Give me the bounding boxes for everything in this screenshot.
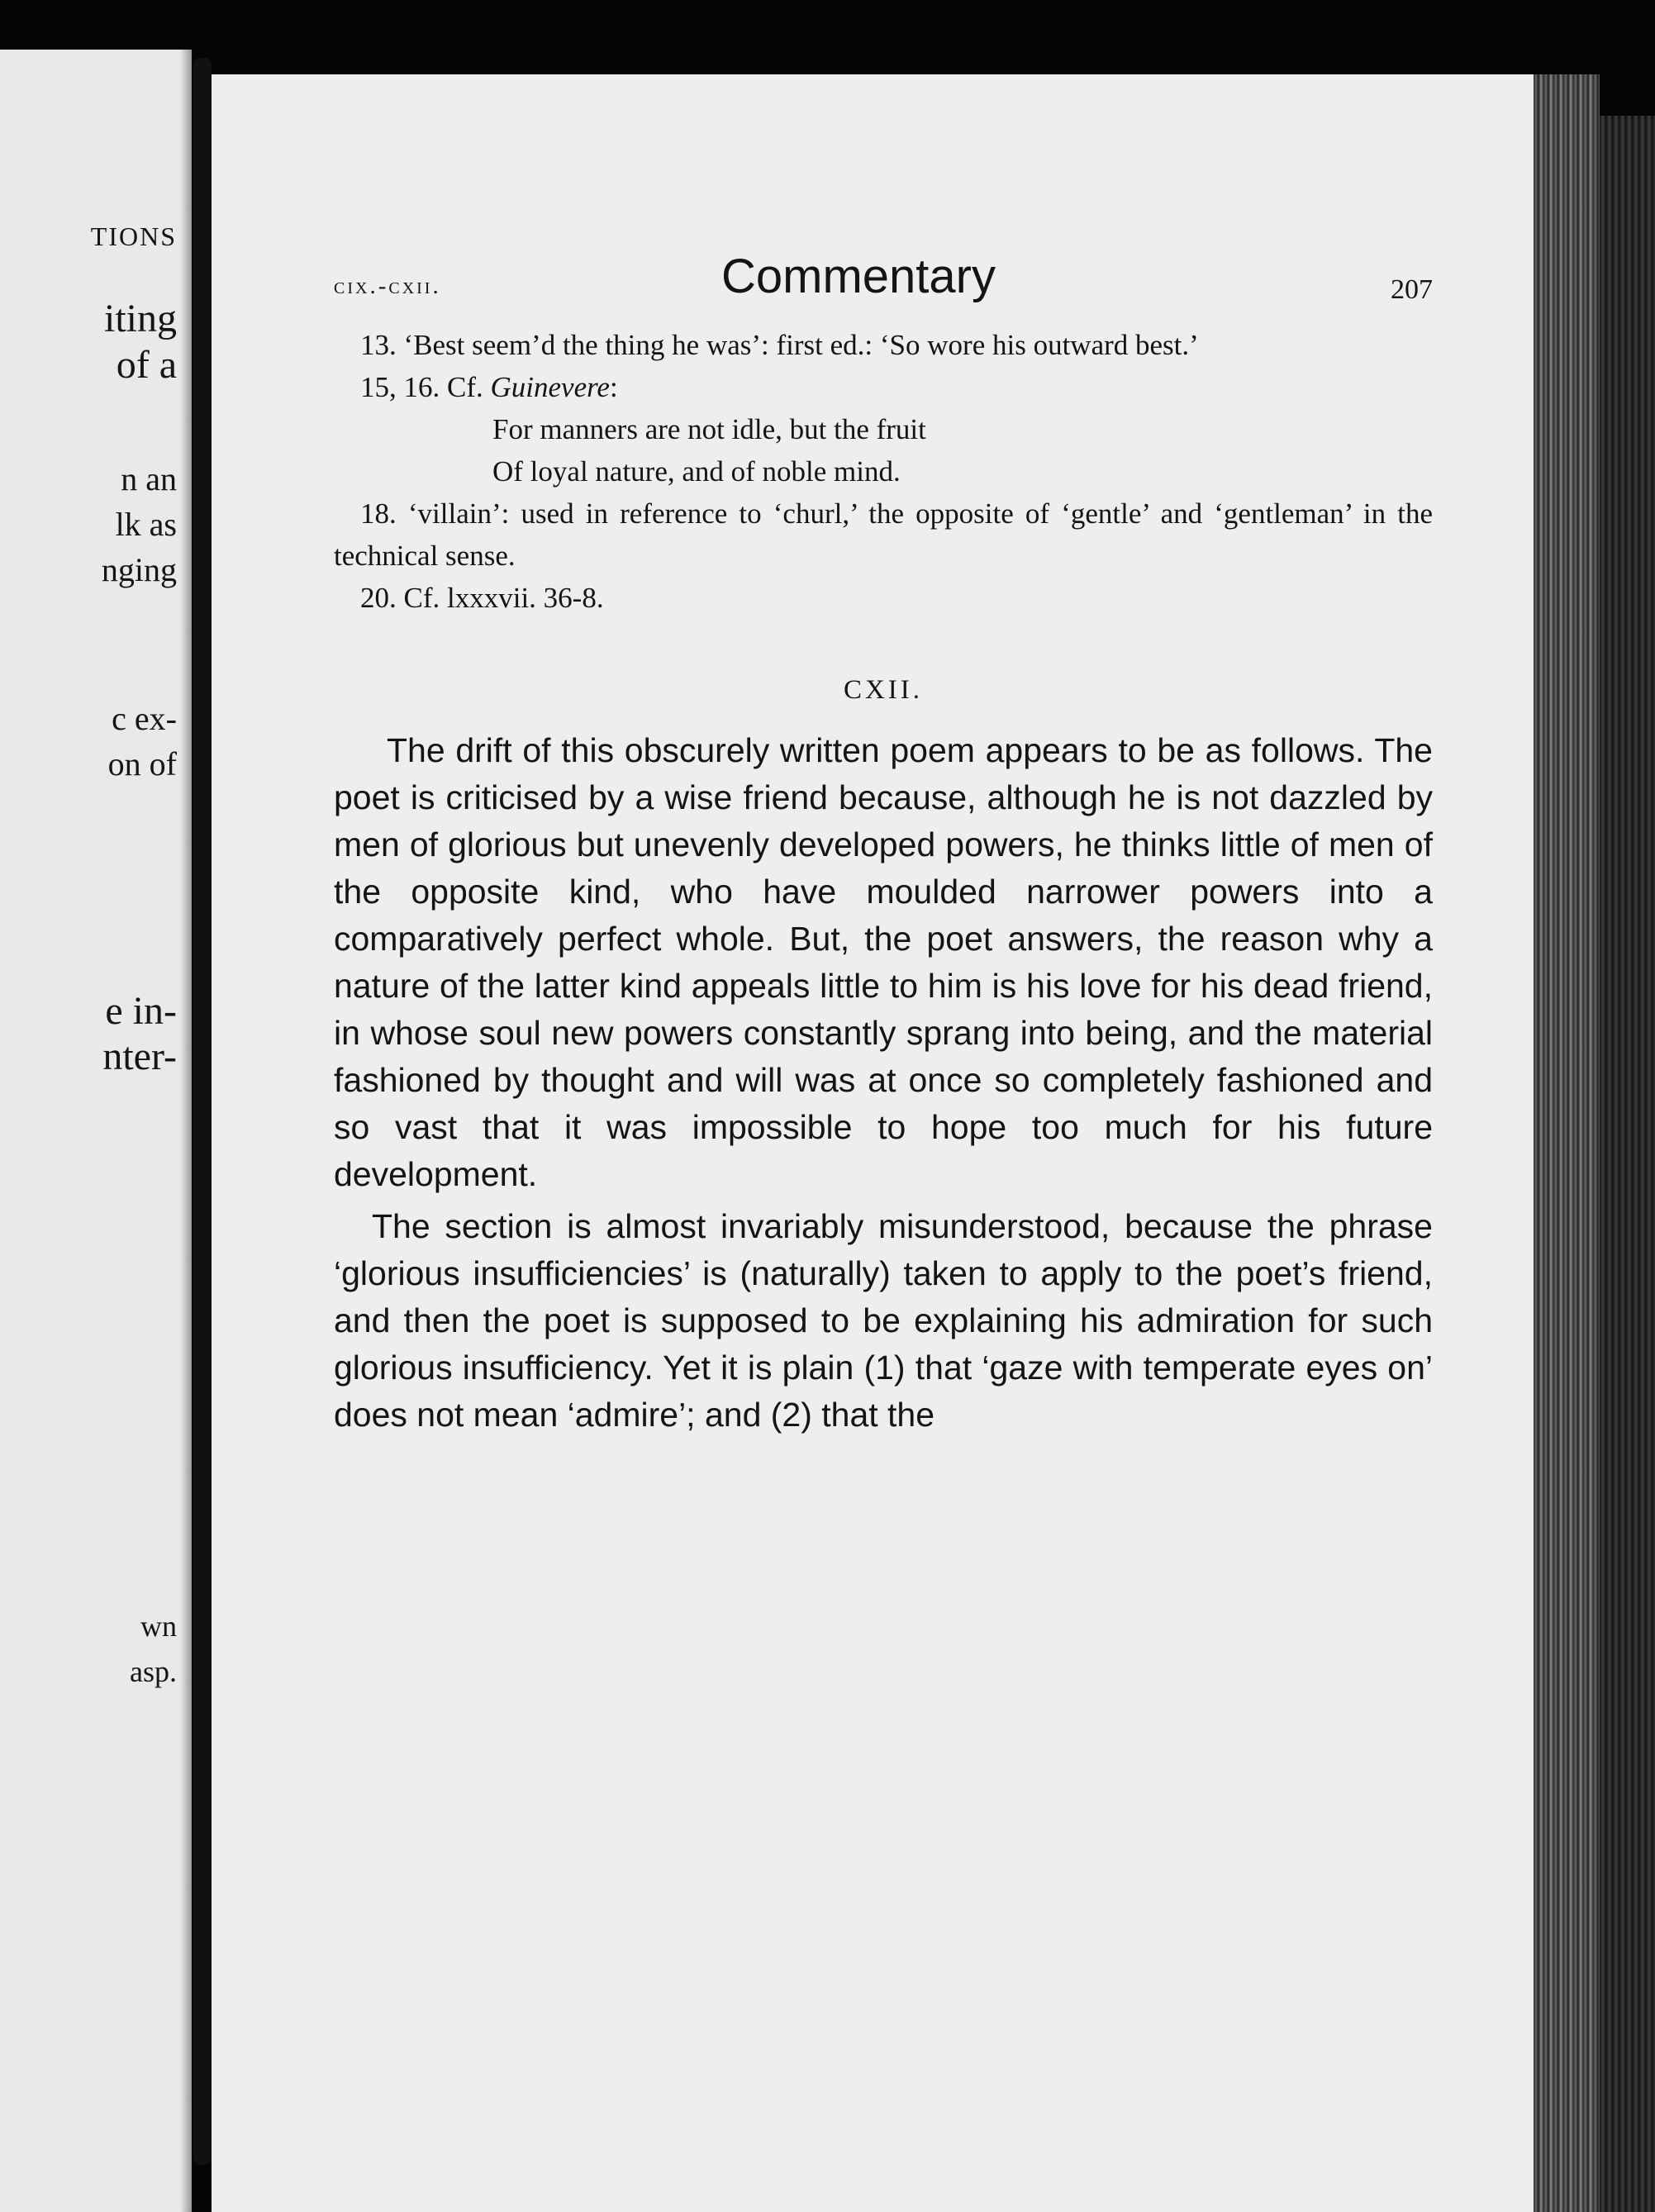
commentary-notes xyxy=(334,324,1433,619)
left-page-fragment: on of xyxy=(107,745,177,783)
section-range: cix.-cxii. xyxy=(334,273,441,299)
section-body xyxy=(334,727,1433,1439)
note-15-prefix: 15, 16. Cf. xyxy=(360,371,491,403)
book-page xyxy=(212,74,1543,2212)
left-page-fragment: lk as xyxy=(115,506,177,543)
left-page-fragment: wn xyxy=(140,1610,177,1643)
note-18: 18. ‘villain’: used in reference to ‘churl,’ the opposite of ‘gentle’ and ‘gentleman’ in the technical sense. xyxy=(334,497,1433,572)
section-heading: CXII. xyxy=(843,675,924,705)
page-title: Commentary xyxy=(721,250,996,303)
page-number: 207 xyxy=(1391,274,1433,305)
page-fore-edge xyxy=(1534,74,1600,2212)
gutter-shadow xyxy=(180,50,192,2212)
note-20: 20. Cf. lxxxvii. 36-8. xyxy=(360,582,604,614)
note-15-16 xyxy=(334,366,1433,408)
left-page-fragment: of a xyxy=(116,343,177,387)
left-page-fragment: nging xyxy=(101,551,177,588)
page-content xyxy=(334,248,1433,1439)
running-head xyxy=(334,248,1433,314)
book-spine xyxy=(193,58,212,2165)
left-page-fragment: asp. xyxy=(130,1655,177,1688)
left-facing-page xyxy=(0,50,192,2212)
quote-line-2: Of loyal nature, and of noble mind. xyxy=(492,455,901,488)
left-page-fragment: nter- xyxy=(102,1035,177,1078)
note-13: 13. ‘Best seem’d the thing he was’: first ed.: ‘So wore his outward best.’ xyxy=(360,329,1199,361)
paragraph-2: The section is almost invariably misunderstood, because the phrase ‘glorious insufficiencies’ is (naturally) taken to apply to the poet’s friend, and then the poet is supposed to be explaining his admiration for such glorious insufficiency. Yet it is plain (1) that ‘gaze with temperate eyes on’ does not mean ‘admire’; and (2) that the xyxy=(334,1207,1433,1434)
left-page-fragment: e in- xyxy=(105,989,177,1033)
page-stack-edge xyxy=(1600,116,1655,2212)
left-page-fragment: TIONS xyxy=(90,221,177,251)
note-15-suffix: : xyxy=(609,371,618,403)
quote-line-1: For manners are not idle, but the fruit xyxy=(492,413,926,445)
paragraph-1: The drift of this obscurely written poem appears to be as follows. The poet is criticised by a wise friend because, although he is not dazzled by men of glorious but unevenly developed powers, he thinks little of men of the opposite kind, who have moulded narrower powers into a comparatively perfect whole. But, the poet answers, the reason why a nature of the latter kind appeals little to him is his love for his dead friend, in whose soul new powers constantly sprang into being, and the material fashioned by thought and will was at once so completely fashioned and so vast that it was impossible to hope too much for his future development. xyxy=(334,731,1433,1193)
left-page-fragment: n an xyxy=(121,460,177,497)
note-15-work-title: Guinevere xyxy=(490,371,610,403)
left-page-fragment: iting xyxy=(103,297,177,340)
left-page-fragment: c ex- xyxy=(112,700,177,737)
